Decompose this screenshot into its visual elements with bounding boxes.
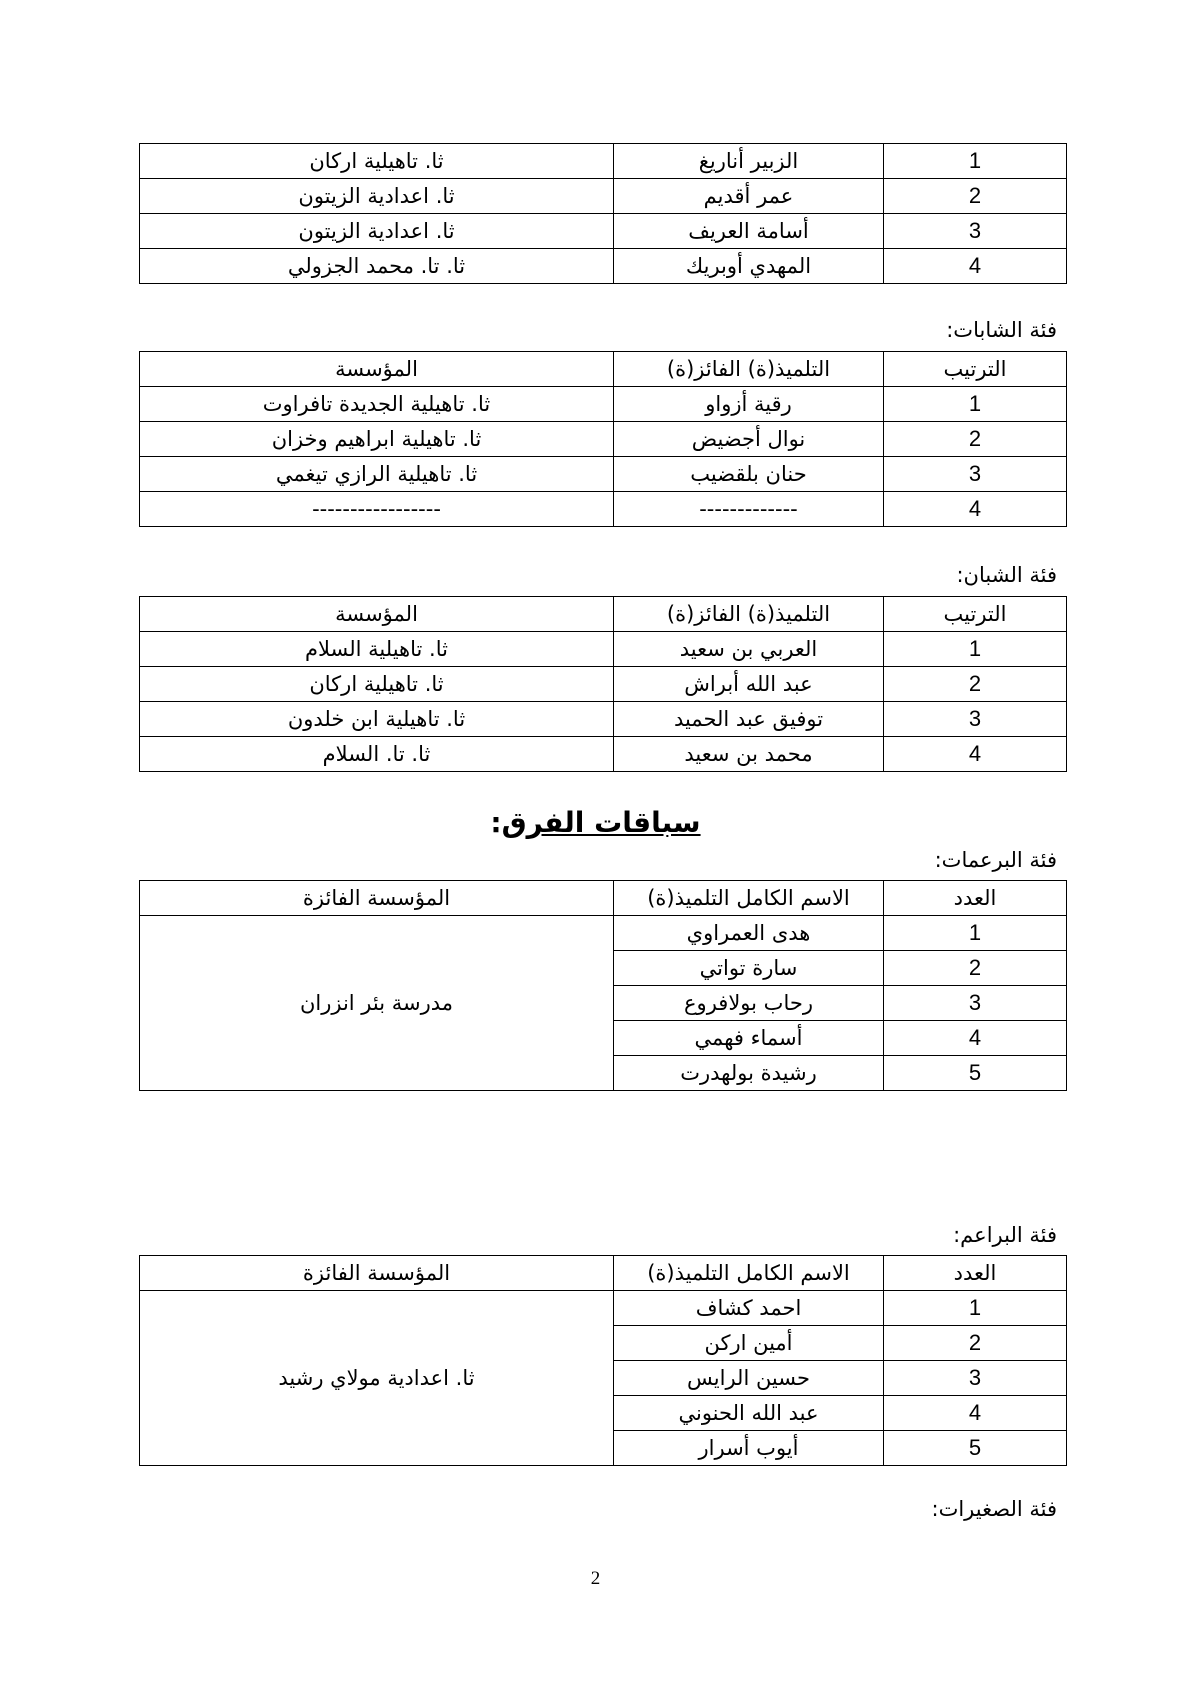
team-table-girls-buds xyxy=(139,880,1067,1091)
table-row xyxy=(140,492,1067,527)
count-cell: 4 xyxy=(884,1021,1067,1056)
table-row xyxy=(140,702,1067,737)
student-name-cell: حسين الرايس xyxy=(614,1361,884,1396)
student-name-cell: عبد الله أبراش xyxy=(614,667,884,702)
header-count: العدد xyxy=(884,1256,1067,1291)
section-title-text: سباقات الفرق xyxy=(501,806,701,839)
category-label-girls-buds: فئة البرعمات: xyxy=(934,848,1057,872)
count-cell: 5 xyxy=(884,1431,1067,1466)
results-table-continued xyxy=(139,143,1067,284)
institution-cell: ثا. اعدادية الزيتون xyxy=(140,214,614,249)
table-header-row xyxy=(140,1256,1067,1291)
rank-cell: 1 xyxy=(884,632,1067,667)
header-student: التلميذ(ة) الفائز(ة) xyxy=(614,597,884,632)
table-row xyxy=(140,179,1067,214)
institution-cell: ثا. تاهيلية السلام xyxy=(140,632,614,667)
header-student-full-name: الاسم الكامل التلميذ(ة) xyxy=(614,881,884,916)
student-name-cell: محمد بن سعيد xyxy=(614,737,884,772)
rank-cell: 4 xyxy=(884,492,1067,527)
table-header-row xyxy=(140,352,1067,387)
student-name-cell: ------------- xyxy=(614,492,884,527)
header-winning-institution: المؤسسة الفائزة xyxy=(140,1256,614,1291)
count-cell: 2 xyxy=(884,1326,1067,1361)
category-label-girls-youth: فئة الشابات: xyxy=(946,318,1057,342)
student-name-cell: عمر أقديم xyxy=(614,179,884,214)
header-institution: المؤسسة xyxy=(140,352,614,387)
student-name-cell: حنان بلقضيب xyxy=(614,457,884,492)
student-name-cell: عبد الله الحنوني xyxy=(614,1396,884,1431)
table-header-row xyxy=(140,881,1067,916)
rank-cell: 1 xyxy=(884,144,1067,179)
student-name-cell: احمد كشاف xyxy=(614,1291,884,1326)
student-name-cell: الزبير أناريغ xyxy=(614,144,884,179)
table-row xyxy=(140,667,1067,702)
rank-cell: 3 xyxy=(884,214,1067,249)
table-header-row xyxy=(140,597,1067,632)
rank-cell: 3 xyxy=(884,457,1067,492)
institution-cell: ثا. تاهيلية اركان xyxy=(140,667,614,702)
count-cell: 1 xyxy=(884,1291,1067,1326)
category-label-boys-buds: فئة البراعم: xyxy=(953,1223,1057,1247)
table-row xyxy=(140,916,1067,951)
count-cell: 5 xyxy=(884,1056,1067,1091)
rank-cell: 1 xyxy=(884,387,1067,422)
student-name-cell: توفيق عبد الحميد xyxy=(614,702,884,737)
student-name-cell: نوال أجضيض xyxy=(614,422,884,457)
header-institution: المؤسسة xyxy=(140,597,614,632)
header-count: العدد xyxy=(884,881,1067,916)
student-name-cell: رشيدة بولهدرت xyxy=(614,1056,884,1091)
table-row xyxy=(140,737,1067,772)
count-cell: 2 xyxy=(884,951,1067,986)
table-row xyxy=(140,214,1067,249)
student-name-cell: أسماء فهمي xyxy=(614,1021,884,1056)
student-name-cell: أيوب أسرار xyxy=(614,1431,884,1466)
institution-cell: ثا. تاهيلية ابن خلدون xyxy=(140,702,614,737)
rank-cell: 4 xyxy=(884,737,1067,772)
student-name-cell: رحاب بولافروع xyxy=(614,986,884,1021)
institution-cell: ثا. تا. محمد الجزولي xyxy=(140,249,614,284)
category-label-young-girls: فئة الصغيرات: xyxy=(931,1497,1057,1521)
student-name-cell: أسامة العريف xyxy=(614,214,884,249)
header-student: التلميذ(ة) الفائز(ة) xyxy=(614,352,884,387)
student-name-cell: أمين اركن xyxy=(614,1326,884,1361)
institution-cell: ثا. تاهيلية الرازي تيغمي xyxy=(140,457,614,492)
count-cell: 1 xyxy=(884,916,1067,951)
institution-cell: ----------------- xyxy=(140,492,614,527)
table-row xyxy=(140,387,1067,422)
institution-cell: ثا. تاهيلية ابراهيم وخزان xyxy=(140,422,614,457)
count-cell: 4 xyxy=(884,1396,1067,1431)
results-table-boys-youth xyxy=(139,596,1067,772)
results-table-girls-youth xyxy=(139,351,1067,527)
team-table-boys-buds xyxy=(139,1255,1067,1466)
count-cell: 3 xyxy=(884,1361,1067,1396)
header-rank: الترتيب xyxy=(884,597,1067,632)
rank-cell: 2 xyxy=(884,179,1067,214)
header-rank: الترتيب xyxy=(884,352,1067,387)
rank-cell: 4 xyxy=(884,249,1067,284)
rank-cell: 2 xyxy=(884,667,1067,702)
category-label-boys-youth: فئة الشبان: xyxy=(956,563,1057,587)
header-student-full-name: الاسم الكامل التلميذ(ة) xyxy=(614,1256,884,1291)
winning-institution-cell: ثا. اعدادية مولاي رشيد xyxy=(140,1291,614,1466)
section-title-colon: : xyxy=(490,806,502,839)
table-row xyxy=(140,632,1067,667)
count-cell: 3 xyxy=(884,986,1067,1021)
rank-cell: 3 xyxy=(884,702,1067,737)
page-number: 2 xyxy=(590,1568,601,1589)
student-name-cell: رقية أزواو xyxy=(614,387,884,422)
institution-cell: ثا. تاهيلية الجديدة تافراوت xyxy=(140,387,614,422)
institution-cell: ثا. اعدادية الزيتون xyxy=(140,179,614,214)
section-title-team-races xyxy=(0,806,1191,839)
student-name-cell: سارة تواتي xyxy=(614,951,884,986)
winning-institution-cell: مدرسة بئر انزران xyxy=(140,916,614,1091)
student-name-cell: هدى العمراوي xyxy=(614,916,884,951)
table-row xyxy=(140,1291,1067,1326)
institution-cell: ثا. تا. السلام xyxy=(140,737,614,772)
table-row xyxy=(140,144,1067,179)
table-row xyxy=(140,422,1067,457)
table-row xyxy=(140,457,1067,492)
rank-cell: 2 xyxy=(884,422,1067,457)
student-name-cell: العربي بن سعيد xyxy=(614,632,884,667)
header-winning-institution: المؤسسة الفائزة xyxy=(140,881,614,916)
table-row xyxy=(140,249,1067,284)
student-name-cell: المهدي أوبريك xyxy=(614,249,884,284)
institution-cell: ثا. تاهيلية اركان xyxy=(140,144,614,179)
